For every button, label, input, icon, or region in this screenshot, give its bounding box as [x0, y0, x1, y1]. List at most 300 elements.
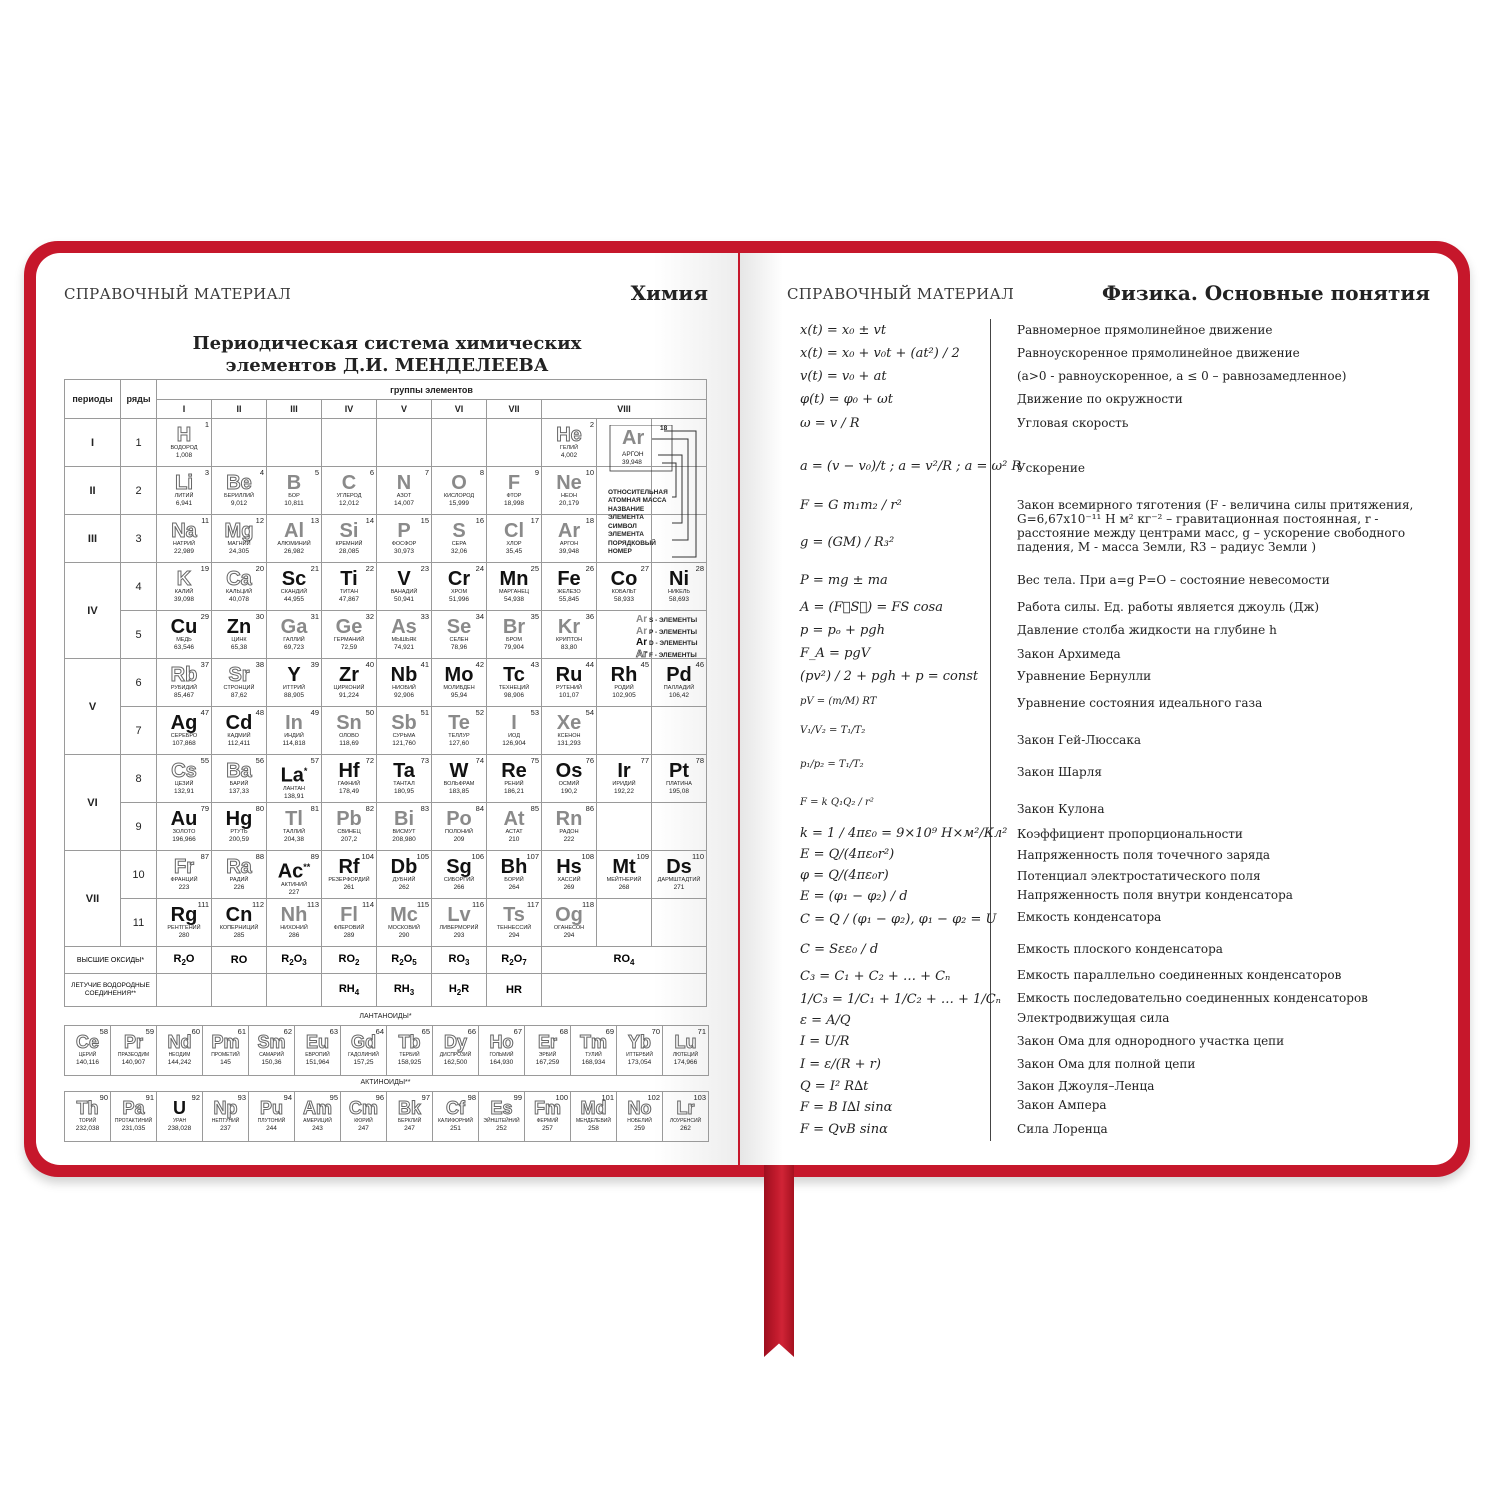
element-name: ЭЙНШТЕЙНИЙ: [483, 1118, 520, 1124]
element-name: ЦИРКОНИЙ: [333, 685, 365, 691]
element-name: РАДИЙ: [229, 877, 249, 883]
element-name: РТУТЬ: [230, 829, 248, 835]
atomic-number: 15: [420, 516, 429, 525]
atomic-mass: 106,42: [669, 692, 689, 699]
element-cell-ni: [652, 563, 707, 611]
element-cell-pa: [111, 1092, 157, 1142]
formula: E = (φ₁ − φ₂) / d: [800, 889, 908, 904]
formula: v(t) = v₀ + at: [800, 369, 887, 384]
atomic-number: 111: [197, 900, 209, 909]
oxide-formula: RO: [212, 947, 267, 974]
element-symbol: Rf: [338, 856, 360, 878]
element-name: РЕЗЕРФОРДИЙ: [328, 877, 370, 883]
element-symbol: O: [451, 472, 467, 494]
element-cell-p: [377, 515, 432, 563]
atomic-mass: 157,25: [353, 1059, 374, 1066]
element-cell-pm: [203, 1026, 249, 1076]
element-card: [322, 467, 376, 514]
atomic-mass: 55,845: [559, 596, 579, 603]
actinides-label: АКТИНОИДЫ**: [360, 1079, 411, 1086]
element-name: РЕНТГЕНИЙ: [167, 925, 201, 931]
element-symbol: Bh: [500, 856, 528, 878]
element-symbol: Rn: [555, 808, 583, 830]
element-card: [267, 467, 321, 514]
element-name: МОСКОВИЙ: [388, 925, 420, 931]
element-name: ТЕЛЛУР: [448, 733, 470, 739]
element-cell-sr: [212, 659, 267, 707]
atomic-mass: 20,179: [559, 500, 579, 507]
atomic-number: 67: [513, 1027, 522, 1036]
element-card: [341, 1092, 386, 1141]
element-symbol: Mc: [390, 904, 418, 926]
element-name: НЕПТУНИЙ: [211, 1118, 240, 1124]
element-symbol: Hs: [556, 856, 582, 878]
element-card: [377, 851, 431, 898]
element-card: [377, 467, 431, 514]
atomic-number: 89: [310, 852, 319, 861]
legend-connector-lines: [608, 425, 700, 565]
atomic-number: 60: [191, 1027, 200, 1036]
atomic-mass: 26,982: [284, 548, 304, 555]
element-symbol: Pt: [669, 760, 689, 782]
legend-label: НАЗВАНИЕ ЭЛЕМЕНТА: [608, 506, 645, 521]
element-symbol: Ru: [555, 664, 583, 686]
element-card: [249, 1092, 294, 1141]
empty-cell: [322, 419, 377, 467]
atomic-number: 1: [204, 420, 209, 429]
formula: F = G m₁m₂ / r²: [800, 498, 902, 513]
formula-description: Закон Кулона: [1017, 802, 1105, 816]
atomic-number: 58: [99, 1027, 108, 1036]
element-symbol: F: [507, 472, 521, 494]
element-cell-al: [267, 515, 322, 563]
element-name: ГАДОЛИНИЙ: [348, 1052, 379, 1058]
atomic-number: 99: [513, 1093, 522, 1102]
atomic-mass: 144,242: [167, 1059, 192, 1066]
element-card: [157, 467, 211, 514]
element-card: [295, 1092, 340, 1141]
element-symbol: Ho: [489, 1032, 514, 1052]
element-symbol: Lv: [447, 904, 471, 926]
element-card: [322, 659, 376, 706]
element-card: [322, 899, 376, 946]
element-card: [432, 803, 486, 850]
element-name: ТЕННЕССИЙ: [496, 925, 532, 931]
physics-formulas: [740, 253, 1458, 1165]
element-card: [487, 803, 541, 850]
element-card: [487, 467, 541, 514]
atomic-number: 22: [365, 564, 374, 573]
atomic-mass: 126,904: [502, 740, 526, 747]
row-number-cell: 10: [121, 851, 157, 899]
element-card: [157, 707, 211, 754]
element-cell-nb: [377, 659, 432, 707]
element-cell-tm: [571, 1026, 617, 1076]
element-name: КОБАЛЬТ: [611, 589, 637, 595]
row-number-cell: 4: [121, 563, 157, 611]
element-card: [322, 803, 376, 850]
atomic-mass: 32,06: [450, 548, 468, 555]
element-card: [542, 419, 596, 466]
atomic-mass: 259: [634, 1125, 645, 1132]
element-name: БЕРИЛЛИЙ: [223, 493, 255, 499]
element-card: [157, 611, 211, 658]
element-card: [157, 1092, 202, 1141]
element-symbol: Rh: [610, 664, 638, 686]
element-symbol: Hg: [225, 808, 253, 830]
atomic-mass: 280: [178, 932, 190, 939]
element-symbol: Te: [448, 712, 470, 734]
element-name: КАЛИЙ: [174, 589, 194, 595]
row-number-cell: 3: [121, 515, 157, 563]
atomic-mass: 35,45: [505, 548, 523, 555]
element-name: ПРОМЕТИЙ: [211, 1052, 240, 1058]
atomic-number: 36: [585, 612, 594, 621]
element-cell-sc: [267, 563, 322, 611]
element-cell-pd: [652, 659, 707, 707]
element-name: НЕОН: [561, 493, 577, 499]
atomic-number: 14: [365, 516, 374, 525]
element-name: ТИТАН: [339, 589, 359, 595]
hydride-formula: $H_2R$: [432, 974, 487, 1007]
element-symbol: Ca: [226, 568, 252, 590]
element-name: ФЛЕРОВИЙ: [333, 925, 365, 931]
atomic-mass: 6,941: [175, 500, 193, 507]
formula-description: Закон Ома для однородного участка цепи: [1017, 1034, 1285, 1048]
formula-description: Закон Ома для полной цепи: [1017, 1057, 1196, 1071]
element-symbol: He: [556, 424, 582, 446]
formula: F = B I∆l sinα: [800, 1100, 893, 1115]
element-cell-gd: [341, 1026, 387, 1076]
element-card: [571, 1026, 616, 1075]
atomic-mass: 39,948: [559, 548, 579, 555]
element-cell-cd: [212, 707, 267, 755]
element-card: [267, 755, 321, 802]
element-symbol: Tm: [580, 1032, 607, 1052]
element-symbol: Ts: [503, 904, 525, 926]
legend-label: ПОРЯДКОВЫЙ НОМЕР: [608, 540, 656, 555]
formula: (pv²) / 2 + pgh + p = const: [800, 669, 979, 684]
element-card: [432, 563, 486, 610]
formula-description: Емкость параллельно соединенных конденсаторов: [1017, 968, 1342, 982]
element-symbol: W: [449, 760, 469, 782]
element-card: [267, 707, 321, 754]
formula: Q = I² R∆t: [800, 1079, 869, 1094]
element-card: [387, 1026, 432, 1075]
element-name: ХРОМ: [450, 589, 468, 595]
atomic-mass: 285: [233, 932, 245, 939]
element-symbol: Pb: [336, 808, 362, 830]
element-cell-og: [542, 899, 597, 947]
atomic-number: 52: [475, 708, 484, 717]
atomic-mass: 286: [288, 932, 300, 939]
element-cell-b: [267, 467, 322, 515]
left-header-label: СПРАВОЧНЫЙ МАТЕРИАЛ: [64, 285, 292, 303]
atomic-mass: 50,941: [394, 596, 414, 603]
element-symbol: Be: [226, 472, 252, 494]
element-name: РАДОН: [559, 829, 579, 835]
atomic-mass: 266: [453, 884, 465, 891]
formula: P = mg ± ma: [800, 573, 888, 588]
element-cell-zr: [322, 659, 377, 707]
element-cell-mt: [597, 851, 652, 899]
element-name: АЗОТ: [396, 493, 412, 499]
atomic-number: 62: [283, 1027, 292, 1036]
atomic-number: 20: [255, 564, 264, 573]
formula: φ = Q/(4πε₀r): [800, 868, 889, 883]
atomic-number: 97: [421, 1093, 430, 1102]
atomic-number: 81: [310, 804, 319, 813]
element-symbol: Pd: [666, 664, 692, 686]
element-symbol: Yb: [627, 1032, 651, 1052]
element-card: [542, 755, 596, 802]
element-cell-ge: [322, 611, 377, 659]
atomic-mass: 44,955: [284, 596, 304, 603]
element-cell-u: [157, 1092, 203, 1142]
oxide-formula: $R_2O$: [157, 947, 212, 974]
formula: F = QvB sinα: [800, 1122, 888, 1137]
atomic-number: 75: [530, 756, 539, 765]
group-header: IV: [322, 400, 377, 419]
element-symbol: Hf: [338, 760, 360, 782]
element-symbol: Fm: [534, 1098, 561, 1118]
atomic-number: 47: [200, 708, 209, 717]
element-cell-sn: [322, 707, 377, 755]
element-name: ИНДИЙ: [284, 733, 304, 739]
empty-cell: [597, 707, 652, 755]
element-name: СВИНЕЦ: [337, 829, 361, 835]
element-card: [525, 1026, 570, 1075]
element-name: ФТОР: [506, 493, 522, 499]
element-cell-se: [432, 611, 487, 659]
period-cell: II: [65, 467, 121, 515]
atomic-mass: 85,467: [174, 692, 194, 699]
empty-cell: [652, 899, 707, 947]
element-symbol: No: [627, 1098, 652, 1118]
empty-cell: [652, 803, 707, 851]
atomic-mass: 183,85: [449, 788, 469, 795]
formula: C = Q / (φ₁ − φ₂), φ₁ − φ₂ = U: [800, 912, 997, 927]
atomic-mass: 30,973: [394, 548, 414, 555]
atomic-number: 26: [585, 564, 594, 573]
element-card: [267, 803, 321, 850]
formula-description: Сила Лоренца: [1017, 1122, 1108, 1136]
element-symbol: Ba: [226, 760, 252, 782]
element-card: [433, 1026, 478, 1075]
element-symbol: Xe: [556, 712, 582, 734]
element-cell-hs: [542, 851, 597, 899]
element-symbol: Rb: [170, 664, 198, 686]
atomic-number: 71: [697, 1027, 706, 1036]
atomic-number: 25: [530, 564, 539, 573]
element-cell-li: [157, 467, 212, 515]
atomic-mass: 14,007: [394, 500, 414, 507]
periods-header: периоды: [65, 380, 121, 419]
atomic-mass: 232,038: [75, 1125, 100, 1132]
element-symbol: C: [341, 472, 357, 494]
atomic-mass: 83,80: [560, 644, 578, 651]
atomic-mass: 192,22: [614, 788, 634, 795]
atomic-mass: 257: [542, 1125, 553, 1132]
right-header-title: Физика. Основные понятия: [1102, 281, 1430, 305]
oxide-formula: $RO_2$: [322, 947, 377, 974]
element-symbol: N: [396, 472, 412, 494]
element-name: ТУЛИЙ: [585, 1052, 602, 1058]
formula-description: Закон Ампера: [1017, 1098, 1107, 1112]
element-cell-co: [597, 563, 652, 611]
formula: ω = v / R: [800, 416, 860, 431]
hydride-formula: [157, 974, 212, 1007]
element-card: [267, 563, 321, 610]
formula-description: Закон всемирного тяготения (F - величина силы притяжения, G=6,67x10⁻¹¹ Н м² кг⁻² – гравитационная постоянная, r - расстояние между центрами масс, g – ускорение свободного падения, M - масса Земли, R3 – радиус Земли ): [1017, 498, 1414, 554]
formula-description: Напряженность поля точечного заряда: [1017, 848, 1271, 862]
element-card: [542, 899, 596, 946]
element-card: [487, 659, 541, 706]
element-symbol: Lu: [674, 1032, 697, 1052]
element-name: МАРГАНЕЦ: [499, 589, 529, 595]
element-card: [479, 1026, 524, 1075]
element-name: ЦЕРИЙ: [78, 1052, 97, 1058]
element-card: [487, 899, 541, 946]
atomic-mass: 65,38: [230, 644, 248, 651]
element-symbol: Zn: [226, 616, 252, 638]
element-symbol: Cu: [170, 616, 198, 638]
atomic-mass: 58,933: [614, 596, 634, 603]
atomic-number: 68: [559, 1027, 568, 1036]
element-cell-ta: [377, 755, 432, 803]
element-cell-f: [487, 467, 542, 515]
element-symbol: V: [397, 568, 411, 590]
element-cell-fl: [322, 899, 377, 947]
element-card: [267, 515, 321, 562]
element-name: ИОД: [508, 733, 520, 739]
atomic-mass: 223: [178, 884, 190, 891]
element-card: [542, 659, 596, 706]
atomic-number: 40: [365, 660, 374, 669]
element-cell-lu: [663, 1026, 709, 1076]
formula: x(t) = x₀ ± vt: [800, 323, 887, 338]
element-cell-np: [203, 1092, 249, 1142]
element-name: КЮРИЙ: [354, 1118, 373, 1124]
atomic-mass: 91,224: [339, 692, 359, 699]
atomic-number: 110: [692, 852, 704, 861]
atomic-number: 50: [365, 708, 374, 717]
element-card: [652, 563, 706, 610]
element-card: [487, 707, 541, 754]
atomic-number: 83: [420, 804, 429, 813]
element-name: ЛАНТАН: [282, 785, 306, 792]
element-cell-ho: [479, 1026, 525, 1076]
element-symbol: Li: [175, 472, 193, 494]
legend-label: ОТНОСИТЕЛЬНАЯ АТОМНАЯ МАССА: [608, 489, 668, 504]
atomic-number: 51: [420, 708, 429, 717]
atomic-mass: 231,035: [121, 1125, 146, 1132]
element-card: [267, 611, 321, 658]
element-symbol: Kr: [557, 616, 581, 638]
element-cell-at: [487, 803, 542, 851]
element-card: [157, 803, 211, 850]
atomic-mass: 118,69: [339, 740, 359, 747]
element-symbol: B: [286, 472, 302, 494]
atomic-number: 55: [200, 756, 209, 765]
element-cell-nd: [157, 1026, 203, 1076]
atomic-mass: 293: [453, 932, 465, 939]
atomic-mass: 173,054: [627, 1059, 652, 1066]
formula: I = U/R: [800, 1034, 850, 1049]
atomic-mass: 222: [563, 836, 575, 843]
element-symbol: Cn: [225, 904, 253, 926]
formula-description: Равномерное прямолинейное движение: [1017, 323, 1273, 337]
element-card: [157, 419, 211, 466]
element-name: ВАНАДИЙ: [390, 589, 418, 595]
element-symbol: U: [173, 1098, 186, 1118]
bookmark-ribbon[interactable]: [764, 1165, 794, 1357]
element-cell-ac: [267, 851, 322, 899]
atomic-mass: 12,012: [339, 500, 359, 507]
element-name: ПОЛОНИЙ: [445, 829, 473, 835]
element-symbol: Mn: [499, 568, 529, 590]
atomic-mass: 40,078: [229, 596, 249, 603]
period-cell: III: [65, 515, 121, 563]
atomic-number: 79: [200, 804, 209, 813]
element-symbol: Se: [446, 616, 472, 638]
block-legend-item: [636, 650, 697, 662]
element-card: [157, 515, 211, 562]
formula: g = (GM) / R₃²: [800, 535, 895, 550]
element-name: НЕОДИМ: [168, 1052, 191, 1058]
formula: ε = A/Q: [800, 1013, 851, 1028]
element-symbol: Fr: [174, 856, 194, 878]
atomic-mass: 150,36: [261, 1059, 282, 1066]
element-card: [479, 1092, 524, 1141]
atomic-number: 35: [530, 612, 539, 621]
formula-description: Емкость плоского конденсатора: [1017, 942, 1223, 956]
atomic-number: 24: [475, 564, 484, 573]
element-name: КРИПТОН: [555, 637, 583, 643]
formula-description: Закон Джоуля–Ленца: [1017, 1079, 1155, 1093]
element-name: КОПЕРНИЦИЙ: [219, 925, 259, 931]
element-cell-rg: [157, 899, 212, 947]
atomic-number: 87: [200, 852, 209, 861]
element-cell-ce: [65, 1026, 111, 1076]
element-name: ФОСФОР: [391, 541, 417, 547]
atomic-mass: 51,996: [449, 596, 469, 603]
element-symbol: Au: [170, 808, 198, 830]
atomic-mass: 88,905: [284, 692, 304, 699]
element-symbol: H: [176, 424, 192, 446]
atomic-number: 86: [585, 804, 594, 813]
element-card: [267, 659, 321, 706]
element-cell-cm: [341, 1092, 387, 1142]
atomic-mass: 4,002: [560, 452, 578, 459]
element-name: ДАРМШТАДТИЙ: [657, 877, 701, 883]
formula-description: Закон Гей-Люссака: [1017, 733, 1141, 747]
atomic-mass: 247: [358, 1125, 369, 1132]
period-cell: VI: [65, 755, 121, 851]
row-number-cell: 8: [121, 755, 157, 803]
left-header-title: Химия: [630, 281, 708, 305]
element-card: [212, 611, 266, 658]
element-card: [212, 899, 266, 946]
element-symbol: Mt: [612, 856, 636, 878]
atomic-mass: 190,2: [560, 788, 578, 795]
element-name: ФЕРМИЙ: [536, 1118, 559, 1124]
element-symbol: Ta: [393, 760, 415, 782]
element-symbol: As: [391, 616, 417, 638]
element-cell-fm: [525, 1092, 571, 1142]
atomic-number: 80: [255, 804, 264, 813]
element-cell-ca: [212, 563, 267, 611]
